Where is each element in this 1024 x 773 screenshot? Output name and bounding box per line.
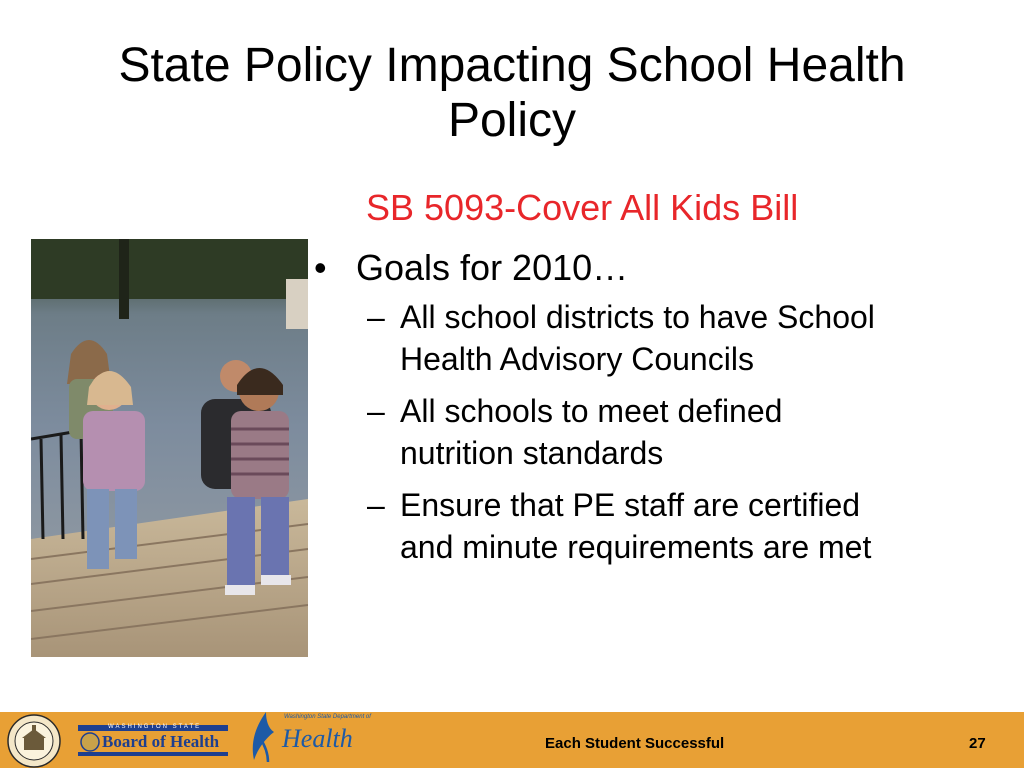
sub-bullet-marker: – [367, 393, 385, 429]
photo-illustration [31, 239, 308, 657]
bullet-text: Goals for 2010… [356, 247, 629, 288]
sub-bullet-item [367, 390, 900, 474]
bullet-item [312, 246, 952, 290]
footer-tagline: Each Student Successful [545, 735, 725, 752]
department-of-health-logo [244, 708, 371, 766]
sub-bullet-text: All school districts to have School Health Advisory Councils [400, 299, 875, 377]
sub-bullet-item [367, 296, 900, 380]
sub-bullet-text: Ensure that PE staff are certified and minute requirements are met [400, 487, 872, 565]
slide-title: State Policy Impacting School Health Policy [118, 39, 906, 147]
sub-bullet-marker: – [367, 487, 385, 523]
sub-bullet-marker: – [367, 299, 385, 335]
sub-bullet-item [367, 484, 900, 568]
slide-subtitle: SB 5093-Cover All Kids Bill [366, 187, 799, 228]
doh-logo-top-text: Washington State Department of [284, 714, 371, 720]
board-logo-name: Board of Health [102, 732, 220, 751]
slide-number: 27 [969, 735, 986, 752]
children-running-photo [31, 239, 308, 657]
board-logo-top-text: WASHINGTON STATE [108, 724, 202, 730]
bullet-marker: • [314, 247, 327, 288]
state-seal-logo [6, 714, 62, 773]
board-of-health-logo [78, 725, 228, 765]
doh-logo-name: Health [282, 724, 353, 753]
bullet-list [312, 246, 952, 578]
sub-bullet-text: All schools to meet defined nutrition standards [400, 393, 783, 471]
